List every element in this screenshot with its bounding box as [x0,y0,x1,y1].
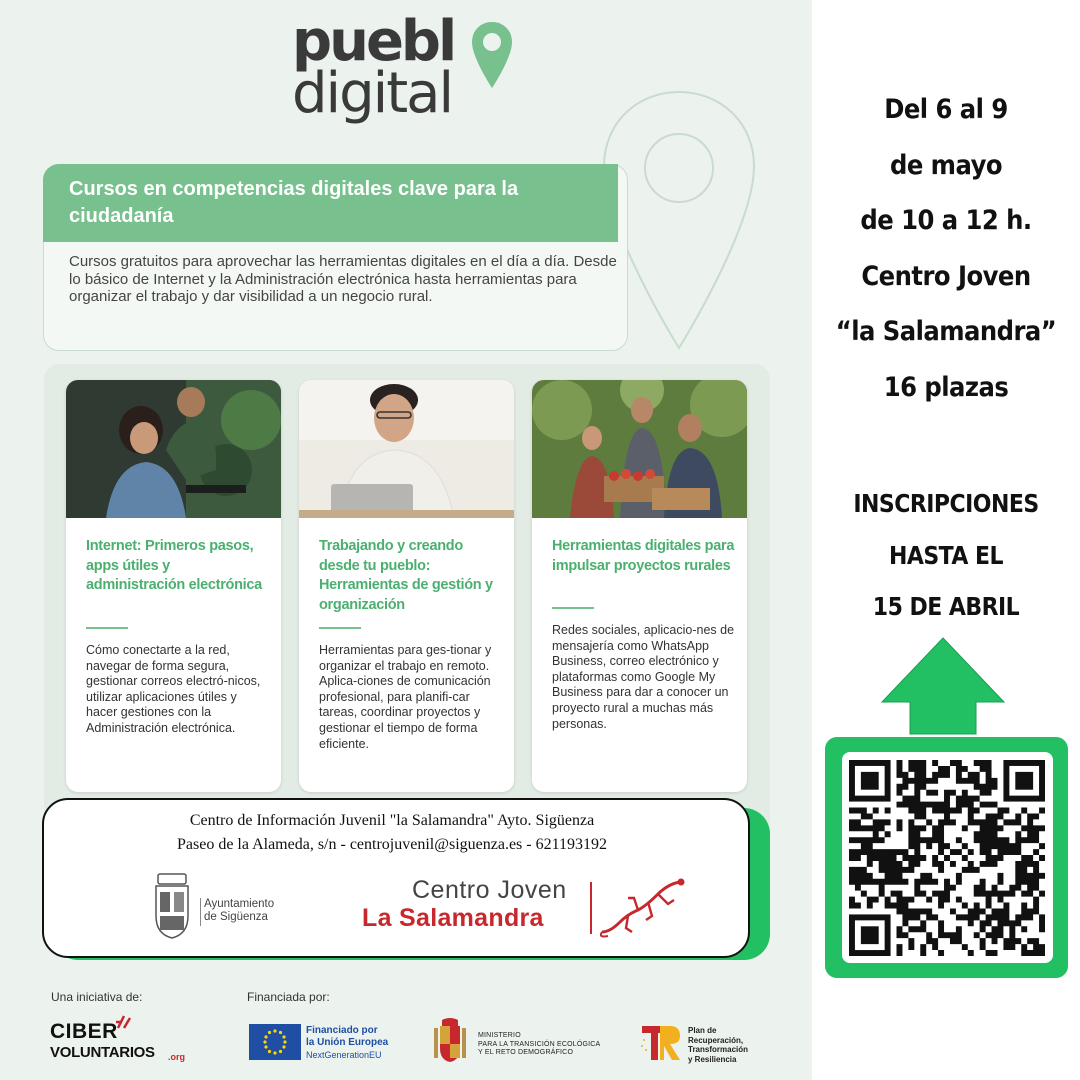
spark-icon [114,1012,134,1032]
people-at-computer-photo [66,380,281,518]
la-salamandra-text: La Salamandra [362,904,544,932]
contact-box [42,798,750,958]
registration-deadline [828,478,1064,633]
eu-funded-text [306,1025,388,1049]
title-divider [86,627,128,629]
registration-line-3: 15 DE ABRIL [872,592,1020,621]
ayto-line-2: de Sigüenza [204,911,268,923]
prtr-line-2: Recuperación, [688,1035,744,1045]
man-with-laptop-photo [299,380,514,518]
course-card-remote-work [299,380,514,792]
voluntarios-text: VOLUNTARIOS [50,1044,155,1061]
registration-line-2: HASTA EL [888,540,1004,570]
qr-finder-pattern [1003,760,1045,802]
min-line-1: MINISTERIO [478,1032,521,1039]
course-title: Internet: Primeros pasos, apps útiles y administración electrónica [86,538,262,593]
event-seats: 16 plazas [883,371,1009,403]
intro-title: Cursos en competencias digitales clave para la ciudadanía [69,178,519,227]
initiative-label: Una iniciativa de: [51,990,143,1004]
centro-joven-logo [362,876,702,946]
ayuntamiento-siguenza-logo [148,872,328,942]
qr-finder-pattern [849,914,891,956]
ciber-text: CIBER [50,1020,118,1043]
coat-of-arms-icon [148,872,196,942]
ayto-line-1: Ayuntamiento [204,898,275,910]
centro-joven-text: Centro Joven [412,876,567,904]
course-description: Redes sociales, aplicacio-nes de mensajería como WhatsApp Business, correo electrónico y plataformas como Google My Business para dar a conocer un proyecto rural a muchas más personas. [552,623,735,731]
pueblo-digital-logo [292,9,532,132]
eu-line-1: Financiado por [306,1025,378,1036]
event-venue-2: “la Salamandra” [835,316,1057,347]
recovery-plan-logo [638,1022,768,1066]
eu-line-2: la Unión Europea [306,1037,389,1048]
logo-divider [200,898,201,926]
next-generation-eu-text: NextGenerationEU [306,1050,382,1060]
prtr-line-1: Plan de [688,1026,717,1035]
logo-word-pueblo: puebl [292,9,455,74]
ciber-voluntarios-logo [50,1016,200,1066]
course-card-internet [66,380,281,792]
qr-code[interactable] [849,760,1045,956]
farmers-with-apples-photo [532,380,747,518]
registration-line-1: INSCRIPCIONES [853,489,1039,518]
course-description: Cómo conectarte a la red, navegar de forma segura, gestionar correos electró-nicos, utilizar aplicaciones útiles y hacer gestiones con la Administración electrónica. [86,643,261,735]
course-title: Herramientas digitales para impulsar proyectos rurales [552,538,735,574]
event-dates: Del 6 al 9 [884,94,1008,125]
spain-coat-of-arms-icon [430,1018,470,1064]
arrow-up-icon [878,636,1008,736]
min-line-2: PARA LA TRANSICIÓN ECOLÓGICA [478,1040,601,1048]
min-line-3: Y EL RETO DEMOGRÁFICO [478,1049,574,1056]
eu-flag-icon [249,1024,301,1060]
ayuntamiento-text [204,898,274,924]
ministerio-text [478,1032,600,1058]
event-details [825,82,1066,415]
location-pin-icon [470,20,514,92]
prtr-line-4: y Resiliencia [688,1054,737,1064]
qr-finder-pattern [849,760,891,802]
contact-address: Paseo de la Alameda, s/n - centrojuvenil@siguenza.es - 621193192 [176,836,608,853]
eu-funding-logo [249,1024,399,1064]
event-venue-1: Centro Joven [861,260,1031,292]
contact-center-name: Centro de Información Juvenil "la Salamandra" Ayto. Sigüenza [189,812,595,829]
logo-word-digital: digital [292,61,453,126]
title-divider [319,627,361,629]
prtr-line-3: Transformación [688,1045,749,1054]
funded-label: Financiada por: [247,990,330,1004]
event-hours: de 10 a 12 h. [860,205,1032,236]
course-title: Trabajando y creando desde tu pueblo: Herramientas de gestión y organización [319,538,493,613]
intro-description: Cursos gratuitos para aprovechar las herramientas digitales en el día a día. Desde lo básico de Internet y la Administración electrónica hasta herramientas para organizar el trabajo y dar visibilidad a un negocio rural. [69,253,617,305]
tr-logo-icon [638,1022,684,1062]
logo-divider [590,882,592,934]
course-card-rural-projects [532,380,747,792]
title-divider [552,607,594,609]
event-month: de mayo [889,149,1003,181]
recovery-plan-text [688,1026,748,1064]
course-description: Herramientas para ges-tionar y organizar el trabajo en remoto. Aplica-ciones de comunicación profesional, para planifi-car tareas, coordinar proyectos y gestionar el tiempo de forma eficiente. [319,643,492,751]
org-text: .org [168,1052,185,1062]
salamander-icon [598,876,688,940]
ministerio-logo [430,1018,620,1066]
